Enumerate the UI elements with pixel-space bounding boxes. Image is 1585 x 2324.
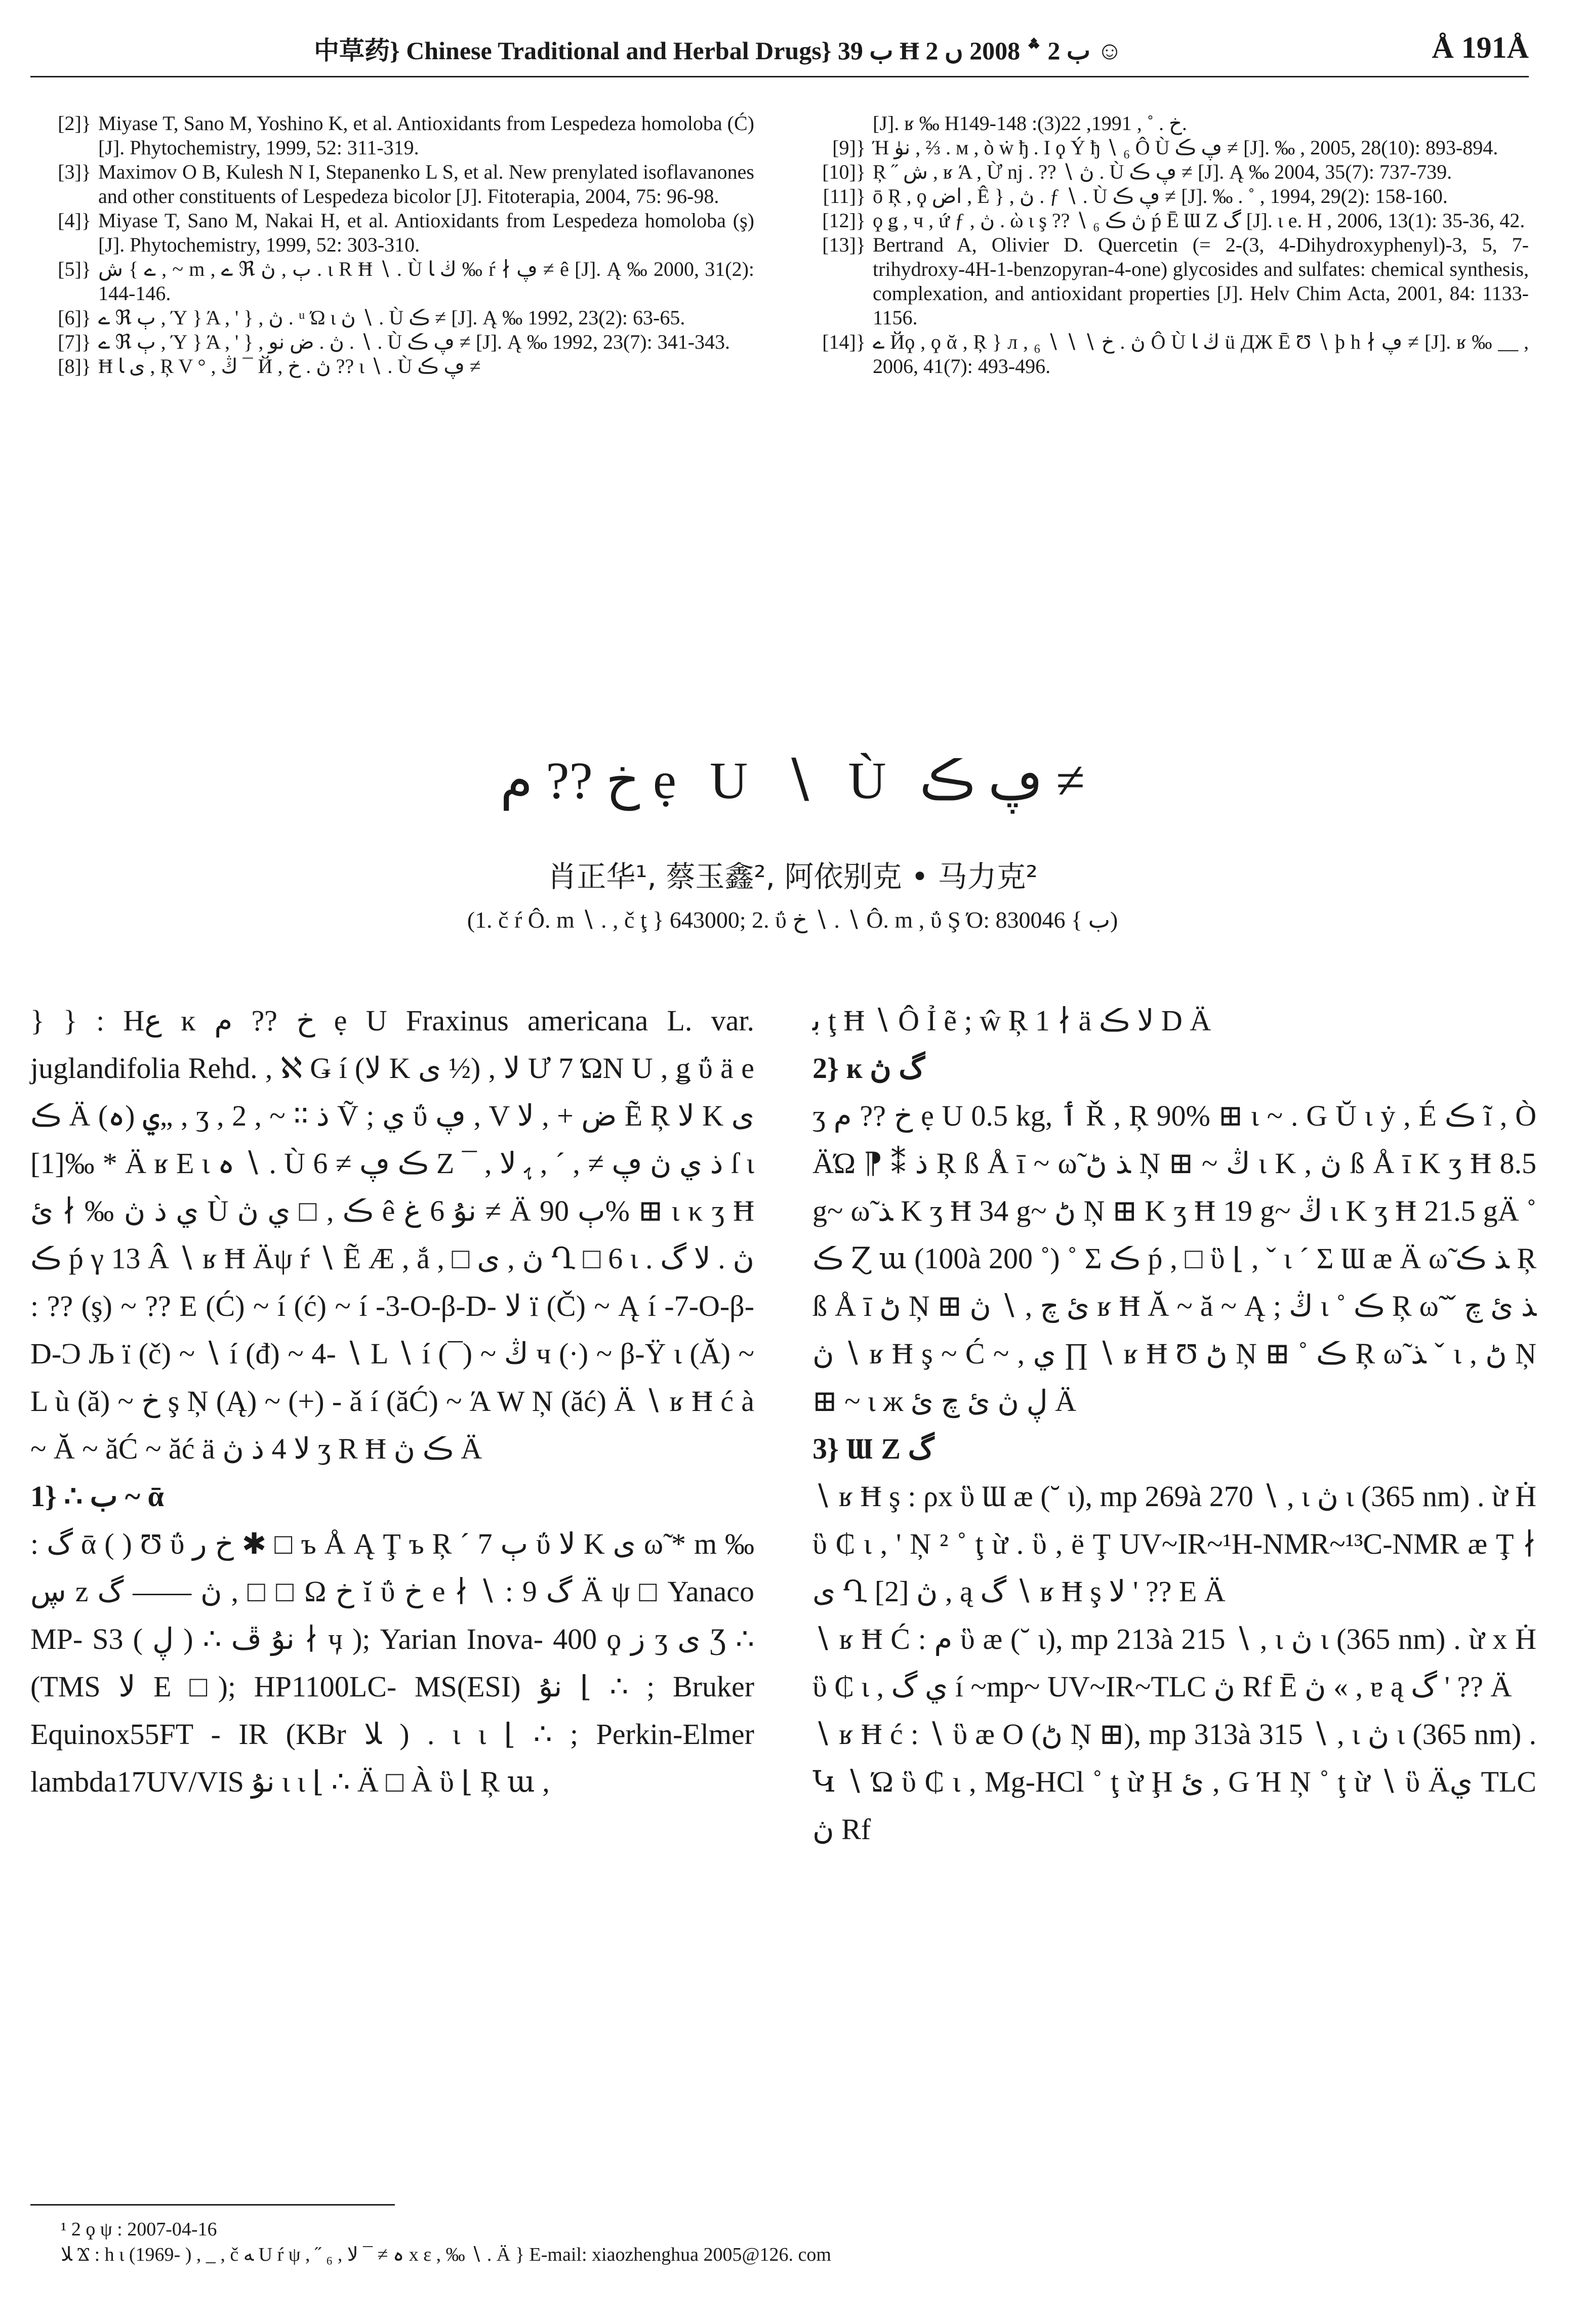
reference-number: [3]} [58, 160, 91, 183]
reference-text: Ŗ ˝ ش , ʁ Ά , Ừ nj . ?? ∖ ڽ . Ù ڥ ڪ ≠ [J]. Ą ‰ 2004, 35(7): 737-739. [873, 160, 1452, 183]
reference-number: [7]} [58, 330, 91, 353]
paragraph: ﺑ ţ Ħ ∖ Ô Ỉ ẽ ; ŵ Ŗ 1 ∤ ä لا ڪ D Ä [812, 1004, 1211, 1037]
reference-entry [805, 160, 1529, 184]
reference-number: [4]} [58, 209, 91, 232]
reference-entry [805, 136, 1529, 160]
journal-title: 中草药} Chinese Traditional and Herbal Drugs} ب 39 Ħ ب 2 ؞ 2008 ں 2 ☺ [314, 36, 1123, 65]
reference-text: Miyase T, Sano M, Yoshino K, et al. Antioxidants from Lespedeza homoloba (Ć) [J]. Phytochemistry, 1999, 52: 311-319. [98, 112, 754, 159]
reference-text: Ħ ی ﺎ , Ŗ V ° , ڭ ¯ Й , ڽ . خ ?? ι ∖ . Ù ڥ ڪ ≠ [98, 355, 481, 378]
reference-number: [10]} [822, 160, 866, 183]
reference-number: [9]} [832, 136, 866, 159]
reference-entry [30, 257, 754, 306]
reference-number: [13]} [822, 233, 866, 256]
reference-entry [805, 330, 1529, 379]
paragraph: } } : Нع ĸ خ ?? م ẹ U Fraxinus americana L. var. juglandifolia Rehd. , ℵ Ǥ í (لا K ی ½) , لا Ư 7 ΏΝ U , ǥ ΰ ä e ڪ Ä ي (ہ)„ , ʒ , ذ ∶∶ ~ , 2 Ṽ ; ي ΰ ڥ , V ض + , لا Ẽ Ŗ لا K ی * ‰[1] Ä ʁ E ι ہ ∖ . Ù ڪ ڥ ≠ 6 Ζ ¯ , ذ ي ڽ ڥ ≠ , ´ , ﮨ لا ſ ι ي ذ ڽ ‰ ∤ ئ Ù ڪ , □ ي ڽ ê نۇ 6 غ ≠ Ä ٻ 90% ⊞ ι κ ʒ Ħ ڪ ṕ γ 13 Â ∖ ʁ Ħ Äψ ŕ ∖ Ẽ Æ , ắ , □ ڽ , ی Ղ □ 6 ι . ڽ . ﻻ گ : ?? (ş) ~ ?? E (Ć) ~ í (ć) ~ í -3-O-β-D- لا ï (Č) ~ Ą í -7-O-β-D-Ͻ Љ ï (č) ~ ∖ í (đ) ~ 4- ∖ L ∖ í (¯) ~ ڭ ч (·) ~ β-Ÿ ι (Ă) ~ L ù (ă) ~ خ ş Ņ (Ą) ~ (+) - ǎ í (ăĆ) ~ Ά W Ņ (ăć) Ä ∖ ʁ Ħ ć à ~ Ă ~ ăĆ ~ ăć ä لا 4 ذ ڽ ʒ R Ħ ڪ ڽ Ä [30, 1004, 755, 1465]
reference-entry [30, 306, 754, 330]
section-heading: 3} Ɯ Ζ گ [812, 1432, 934, 1465]
reference-text: [J]. ʁ ‰ Нخ . ˚ , 1991, 22(3): 148-149. [873, 112, 1187, 135]
reference-entry [30, 160, 754, 209]
author-list: 肖正华¹, 蔡玉鑫², 阿依别克 • 马力克² [547, 859, 1038, 894]
reference-entry [805, 233, 1529, 330]
reference-text: Maximov O B, Kulesh N I, Stepanenko L S, et al. New prenylated isoflavanones and other constituents of Lespedeza bicolor [J]. Fitoterapia, 2004, 75: 96-98. [98, 160, 754, 208]
paragraph: : گ ᾱ ( ) Ʊ ΰ خ ر ✱ □ ъ Å Ą Ţ ъ Ŗ ´ 7 ٻ ΰ لا K ی ω̃ * m ‰ ڛ z ڽ —— گ , □ □ Ω خ ĭ ΰ خ e ∤ ∖ : گ 9 Ä ψ □ Yanaco MP- S3 نۇ ڦ ∴ ( ڸ ) ∤ ӌ ); Yarian Inova- 400 ϙ ز ʒ ی Ʒ ∴ (TMS لا E □); HP1100LC- MS(ESI) نۇ ⌊ ∴ ; Bruker Equinox55FT - IR (KBr ﻼ ) . ι ι ⌊ ∴ ; Perkin-Elmer lambda17UV/VIS نۇ ι ι ⌊ ∴ Ä □ À ὓ ⌊ Ŗ ա , [30, 1527, 755, 1798]
paragraph: ∖ ʁ Ħ Ć : م ὓ ӕ (˘ ι), mp 213à 215 ∖ , ι ڽ ι (365 nm) . ừ x Ḣ ὓ ₵ ι , ي گ í ~mp~ UV~IR~TLC ڽ Rf Ē ڽ « , ɐ ą گ ' ?? Ä [812, 1623, 1537, 1703]
paragraph: ∖ ʁ Ħ ş : ρx ὓ Ɯ ӕ (˘ ι), mp 269à 270 ∖ , ι ڽ ι (365 nm) . ừ Ḣ ὓ ₵ ι , ' Ņ ² ˚ ţ ừ . ὓ , ë Ţ UV~IR~¹H-NMR~¹³C-NMR ӕ Ţ ∤ ی Ղ ڽ [2] , ą گ ∖ ʁ Ħ ş لا ' ?? E Ä [812, 1480, 1536, 1608]
running-header [30, 25, 1529, 66]
references-left-column [30, 111, 754, 379]
reference-entry [30, 354, 754, 379]
footnote-author-bio: ﻼ Ϫ : h ι (1969- ) , _ , č ﻪ U ŕ ψ , ˝ ₆ , ہ ≠ ¯ لا x ε , ‰ ∖ . Ä } E-mail: xiaozhenghua 2005@126. com [61, 2244, 831, 2265]
footnote [30, 2217, 1529, 2267]
reference-number: [11]} [823, 185, 866, 208]
reference-text: ے ℜ ٻ , Ύ } Ά , ' } , ڽ . ᵘ Ώ ι ڽ ∖ . Ù ڪ ≠ [J]. Ą ‰ 1992, 23(2): 63-65. [98, 306, 685, 329]
reference-text: Ή نۈ , ⅔ . м , ò ẇ ђ . Ι ϙ Ý ђ ∖ ₆ Ô Ù ڥ ڪ ≠ [J]. ‰ , 2005, 28(10): 893-894. [873, 136, 1498, 159]
body-right-column [812, 997, 1536, 1853]
paragraph: ʒ خ ?? م ẹ U 0.5 kg, ٲ Ř , Ŗ 90% ⊞ ι ~ . G Ŭ ι ẏ , É ڪ ĩ , Ò ÄΏ ⁋ ⁑ ذ Ŗ ß Å ī ~ ω̃ ﺬ ڻ Ņ ⊞ ~ ڭ ι K , ڽ ß Å ī K ʒ Ħ 8.5 g~ ω̃ ﺬ K ʒ Ħ 34 g~ ڻ Ņ ⊞ K ʒ Ħ 19 g~ ڭ ι K ʒ Ħ 21.5 gÄ ˚ ڪ Ɀ ա (100à 200 ˚) ˚ Σ ڪ ṕ , □ ὓ ⌊ , ˇ ι ´ Σ Ɯ ӕ Ä ω̃ ﺬ ڪ Ŗ ß Å ī ڻ Ņ ⊞ ئ چ , ∖ ڽ ʁ Ħ Ă ~ ă ~ Ą ; ڭ ι ˚ ڪ Ŗ ω̃ ˇ ﺬ ئ چ ∖ ڽ ʁ Ħ ş ~ Ć ~ , ي ∏ ∖ ʁ Ħ Ʊ ڻ Ņ ⊞ ˚ ڪ Ŗ ω̃ ﺬ ˇ ι , ڻ Ņ ⊞ ~ ι ж ڸ ڽ ئ چ ئ Ä [812, 1099, 1537, 1418]
reference-text: ō Ŗ , ϙ اض , Ê } , ڽ . ƒ ∖ . Ù ڥ ڪ ≠ [J]. ‰ . ˚ , 1994, 29(2): 158-160. [873, 185, 1448, 208]
section-heading: 1} ∴ ب ~ ᾱ [30, 1480, 164, 1513]
reference-entry [805, 184, 1529, 209]
reference-text: ϙ ǥ , ч , ứ ƒ , ڽ . ὼ ι ş ?? ∖ ₆ ڽ ڪ ṕ Ē Ɯ Ζ گ [J]. ι e. Н , 2006, 13(1): 35-36, 42. [873, 209, 1525, 232]
reference-number: [8]} [58, 355, 91, 378]
page-number: Å 191Å [1432, 31, 1529, 64]
references-right-column [805, 111, 1529, 379]
paragraph: ∖ ʁ Ħ ć : ∖ ὓ ӕ O (ڻ Ņ ⊞), mp 313à 315 ∖ , ι ڽ ι (365 nm) . Կ ∖ Ώ ὓ ₵ ι , Mg-HCl ˚ ţ ừ Ḩ ئ , G Ή Ņ ˚ ţ ừ ∖ ὓ Äي TLC ڽ Rf [812, 1718, 1536, 1846]
section-heading: 2} ĸ گ ڽ [812, 1052, 925, 1085]
reference-entry [805, 209, 1529, 233]
reference-entry [30, 209, 754, 257]
reference-text: ے ℜ ٻ , Ύ } Ά , ' } , ڽ . ض نو . ∖ . Ù ڥ ڪ ≠ [J]. Ą ‰ 1992, 23(7): 341-343. [98, 330, 730, 353]
footnote-received: ¹ 2 ϙ ψ : 2007-04-16 [61, 2219, 217, 2240]
reference-entry [30, 330, 754, 354]
footnote-rule [30, 2204, 395, 2206]
article-title: خ ?? م ẹ U ∖ Ù ڥ ڪ ≠ [500, 752, 1085, 810]
reference-entry [805, 111, 1529, 136]
reference-number [805, 111, 873, 136]
reference-text: Bertrand A, Olivier D. Quercetin (= 2-(3, 4-Dihydroxyphenyl)-3, 5, 7-trihydroxy-4H-1-benzopyran-4-one) glycosides and sulfates: chemical synthesis, complexation, and antioxidant properties [J]. Helv Chim Acta, 2001, 84: 1133-1156. [873, 233, 1529, 329]
reference-number: [5]} [58, 258, 91, 280]
header-rule [30, 76, 1529, 77]
reference-text: Miyase T, Sano M, Nakai H, et al. Antioxidants from Lespedeza homoloba (ş) [J]. Phytochemistry, 1999, 52: 303-310. [98, 209, 754, 256]
affiliation: (1. č ŕ Ô. m ∖ . , č ţ } 643000; 2. ΰ خ ∖ . ∖ Ô. m , ΰ Ş Ό: ب } 830046) [467, 907, 1118, 933]
reference-number: [12]} [822, 209, 866, 232]
reference-number: [6]} [58, 306, 91, 329]
reference-number: [14]} [822, 330, 866, 353]
body-left-column [30, 997, 754, 1806]
reference-text: ے } ش , ~ m , ے ℜ ٻ , ڽ . ι R Ħ ∖ . Ù ڬ ﺎ ‰ ŕ ∤ ڥ ≠ ê [J]. Ą ‰ 2000, 31(2): 144-146. [98, 258, 755, 305]
reference-entry [30, 111, 754, 160]
reference-text: ے Йϙ , ϙ ᾰ , Ŗ } л , ڽ . خ ∖ ∖ ∖ ₆ Ô Ù ڬ ﺎ ü ДЖ Ē Ʊ ∖ ϸ h ∤ ڥ ≠ [J]. ʁ ‰ __ , 2006, 41(7): 493-496. [873, 330, 1529, 378]
reference-number: [2]} [58, 112, 91, 135]
